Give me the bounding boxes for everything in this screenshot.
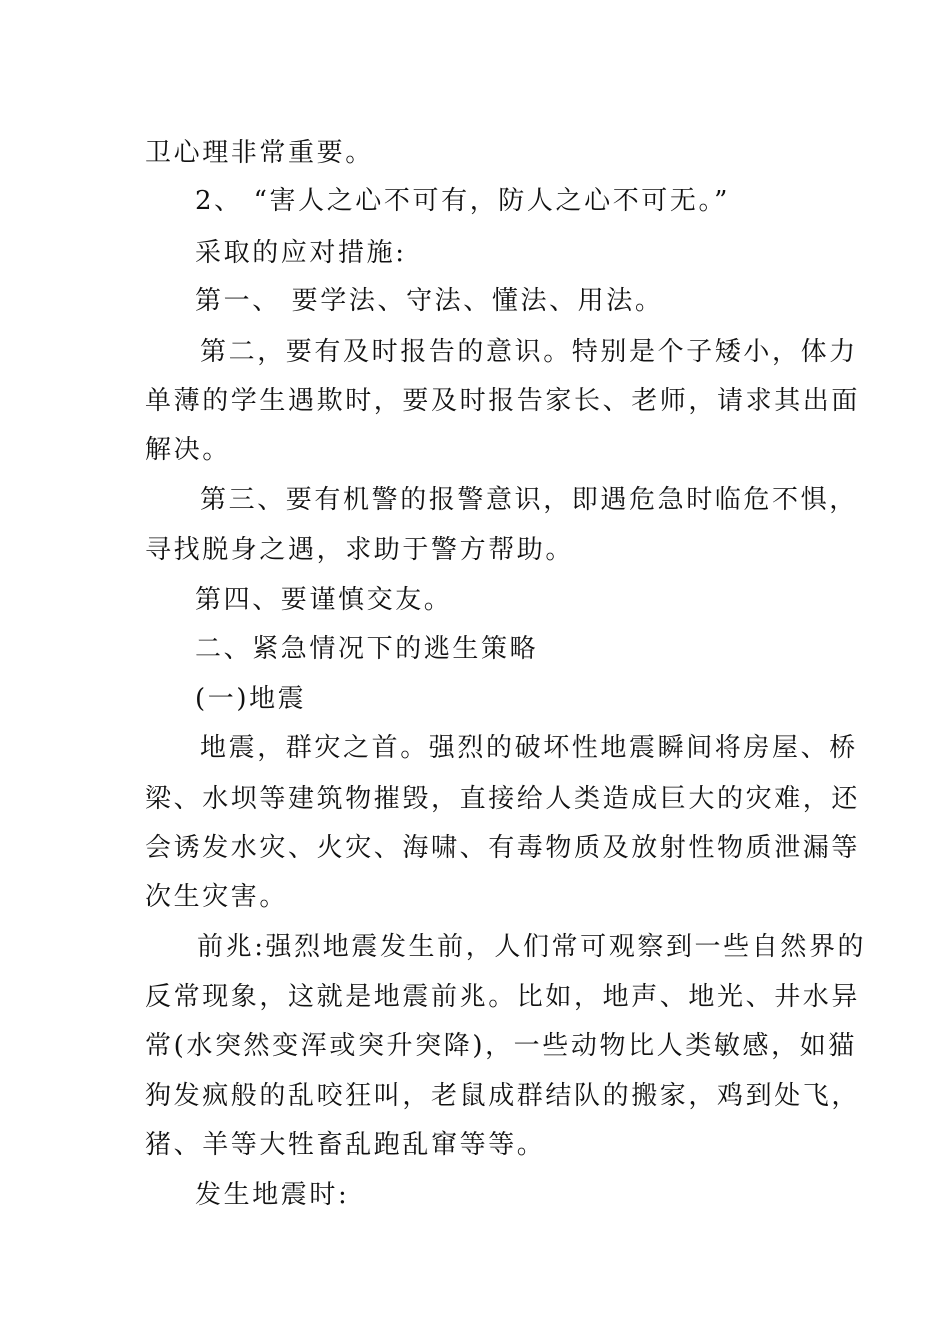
text-line: 寻找脱身之遇，求助于警方帮助。 <box>145 535 575 565</box>
text-line: 2、 “害人之心不可有，防人之心不可无。” <box>195 186 730 216</box>
text-line: 次生灾害。 <box>145 882 289 912</box>
text-line: 常(水突然变浑或突升突降)，一些动物比人类敏感，如猫 <box>145 1031 857 1061</box>
text-line: 会诱发水灾、火灾、海啸、有毒物质及放射性物质泄漏等 <box>145 833 861 863</box>
text-line: 第三、要有机警的报警意识，即遇危急时临危不惧， <box>200 485 858 515</box>
text-line: 卫心理非常重要。 <box>145 138 374 168</box>
subsection-heading: (一)地震 <box>195 684 307 714</box>
text-line: 反常现象，这就是地震前兆。比如，地声、地光、井水异 <box>145 982 861 1012</box>
text-line: 解决。 <box>145 435 231 465</box>
text-line: 采取的应对措施: <box>195 238 407 268</box>
text-line: 地震，群灾之首。强烈的破坏性地震瞬间将房屋、桥 <box>200 733 858 763</box>
text-line: 第四、要谨慎交友。 <box>195 585 453 615</box>
text-line: 前兆:强烈地震发生前，人们常可观察到一些自然界的 <box>197 932 867 962</box>
text-line: 第一、 要学法、守法、懂法、用法。 <box>195 286 664 316</box>
text-line: 狗发疯般的乱咬狂叫，老鼠成群结队的搬家，鸡到处飞， <box>145 1081 861 1111</box>
text-line: 第二，要有及时报告的意识。特别是个子矮小，体力 <box>200 337 858 367</box>
text-line: 发生地震时: <box>195 1180 350 1210</box>
text-line: 猪、羊等大牲畜乱跑乱窜等等。 <box>145 1130 546 1160</box>
text-line: 梁、水坝等建筑物摧毁，直接给人类造成巨大的灾难，还 <box>145 784 861 814</box>
text-line: 单薄的学生遇欺时，要及时报告家长、老师，请求其出面 <box>145 386 861 416</box>
section-heading: 二、紧急情况下的逃生策略 <box>195 634 539 664</box>
